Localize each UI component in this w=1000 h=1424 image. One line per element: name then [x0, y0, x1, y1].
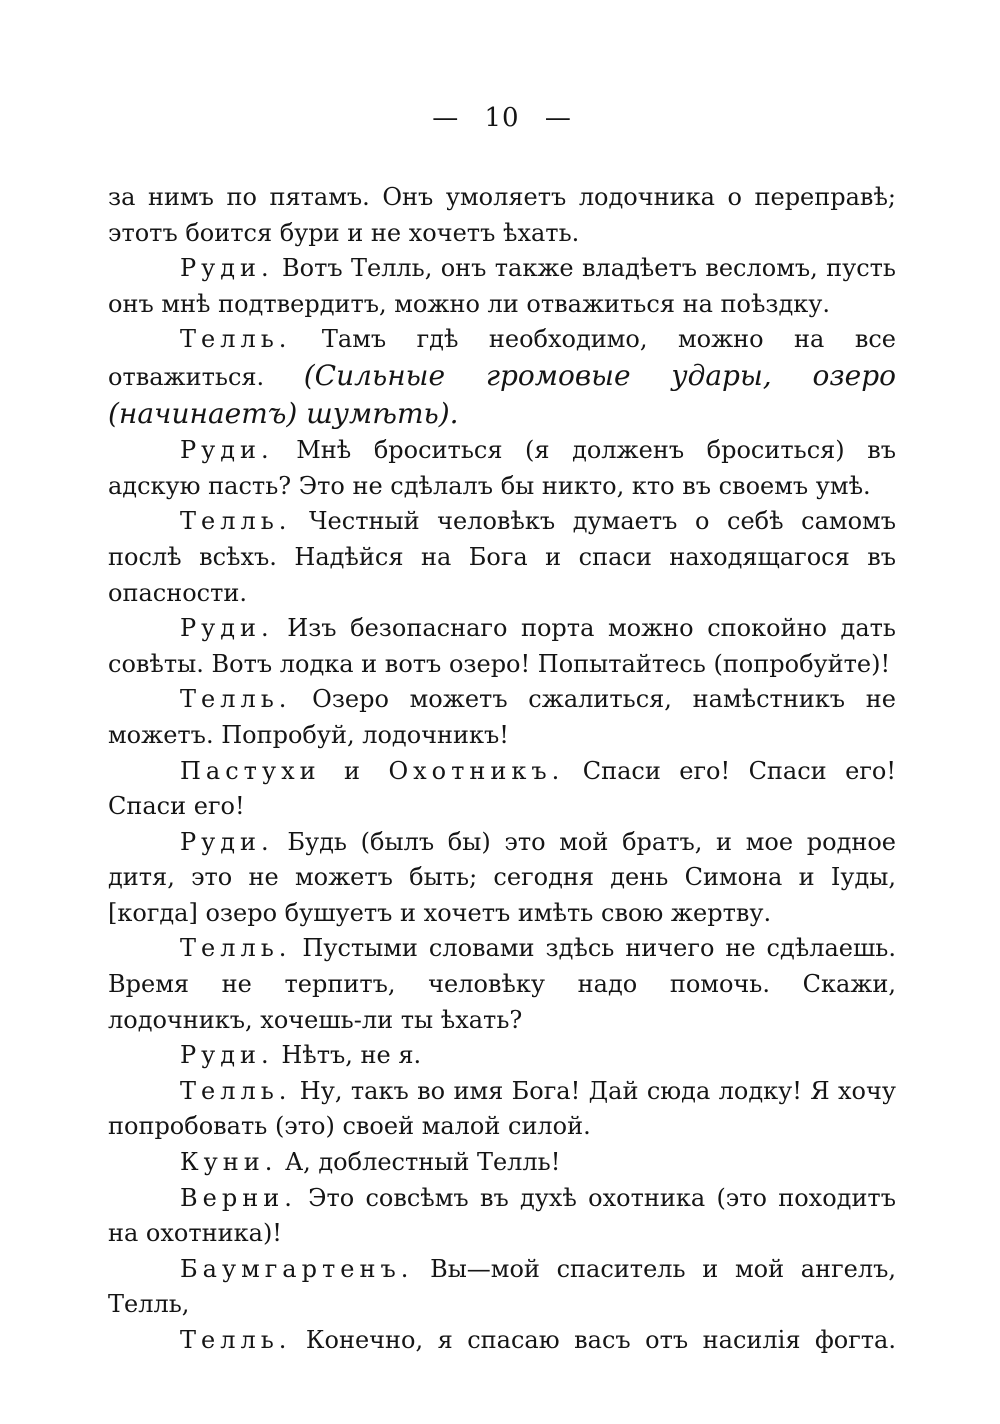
- page-number: 10: [484, 103, 520, 133]
- speaker-name: Баумгартенъ.: [180, 1254, 414, 1283]
- dialogue-paragraph: [108, 682, 896, 753]
- speaker-name: Телль.: [180, 934, 292, 963]
- paragraph-text: Пустыми словами здѣсь ничего не сдѣлаешь. Время не терпитъ, человѣку надо помочь. Скажи, лодочникъ, хочешь-ли ты ѣхать?: [108, 934, 896, 1034]
- paragraph-text: Изъ безопаснаго порта можно спокойно дать совѣты. Вотъ лодка и вотъ озеро! Попытайтесь (попробуйте)!: [108, 614, 896, 678]
- speaker-name: Телль.: [180, 507, 292, 536]
- paragraph-text: Ну, такъ во имя Бога! Дай сюда лодку! Я хочу попробовать (это) своей малой силой.: [108, 1076, 896, 1141]
- paragraph-continuation: [108, 180, 896, 251]
- paragraph-text: Конечно, я спасаю васъ отъ насилія фогта.: [305, 1326, 896, 1354]
- dialogue-paragraph: [108, 754, 896, 825]
- stage-direction: (Сильные громовые удары, озеро (начинаетъ) шумѣть).: [108, 358, 896, 430]
- paragraph-text: Озеро можетъ сжалиться, намѣстникъ не можетъ. Попробуй, лодочникъ!: [108, 685, 896, 749]
- paragraph-text: Тамъ гдѣ необходимо, можно на все отважиться.: [108, 325, 896, 391]
- dialogue-paragraph: [108, 433, 896, 504]
- speaker-name: Руди.: [180, 436, 274, 465]
- paragraph-text: Это совсѣмъ въ духѣ охотника (это походитъ на охотника)!: [108, 1183, 896, 1248]
- paragraph-text: Вы—мой спаситель и мой ангелъ, Телль,: [108, 1254, 896, 1319]
- speaker-name: Верни.: [180, 1183, 297, 1212]
- speaker-name: Куни.: [180, 1148, 278, 1177]
- speaker-name: Телль.: [180, 325, 292, 354]
- speaker-name: Руди.: [180, 827, 274, 856]
- speaker-name: Руди.: [180, 254, 274, 283]
- dialogue-paragraph: [108, 1252, 896, 1323]
- header-dash-left: —: [432, 103, 460, 133]
- speaker-name: Телль.: [180, 1076, 292, 1105]
- speaker-name: Пастухи и Охотникъ.: [180, 756, 565, 785]
- paragraph-text: Честный человѣкъ думаетъ о себѣ самомъ послѣ всѣхъ. Надѣйся на Бога и спаси находящагося въ опасности.: [108, 507, 896, 607]
- dialogue-paragraph: [108, 504, 896, 611]
- dialogue-paragraph: [108, 611, 896, 682]
- paragraph-text: Нѣтъ, не я.: [281, 1041, 422, 1070]
- header-dash-right: —: [544, 103, 572, 133]
- page-header: [108, 98, 896, 138]
- speaker-name: Телль.: [180, 1326, 292, 1354]
- dialogue-paragraph: [108, 322, 896, 433]
- paragraph-text: Вотъ Телль, онъ также владѣетъ весломъ, пусть онъ мнѣ подтвердитъ, можно ли отважиться на поѣздку.: [108, 254, 896, 318]
- dialogue-paragraph: [108, 1038, 896, 1074]
- speaker-name: Телль.: [180, 685, 292, 714]
- paragraph-text: Спаси его! Спаси его! Спаси его!: [108, 756, 896, 821]
- paragraph-text: Будь (былъ бы) это мой братъ, и мое родное дитя, это не можетъ быть; сегодня день Симона и Іуды, [когда] озеро бушуетъ и хочетъ имѣть свою жертву.: [108, 827, 896, 927]
- dialogue-paragraph: [108, 931, 896, 1038]
- dialogue-paragraph: [108, 1181, 896, 1252]
- dialogue-paragraph: [108, 1323, 896, 1359]
- dialogue-paragraph: [108, 251, 896, 322]
- dialogue-paragraph: [108, 1074, 896, 1145]
- dialogue-paragraph: [108, 1145, 896, 1181]
- paragraph-text: Мнѣ броситься (я долженъ броситься) въ адскую пасть? Это не сдѣлалъ бы никто, кто въ своемъ умѣ.: [108, 436, 896, 500]
- speaker-name: Руди.: [180, 1041, 274, 1070]
- paragraph-text: А, доблестный Телль!: [284, 1148, 561, 1177]
- speaker-name: Руди.: [180, 614, 274, 643]
- dialogue-paragraph: [108, 825, 896, 932]
- body-text: [108, 180, 896, 1359]
- paragraph-text: за нимъ по пятамъ. Онъ умоляетъ лодочника о переправѣ; этотъ боится бури и не хочетъ ѣхать.: [108, 183, 896, 247]
